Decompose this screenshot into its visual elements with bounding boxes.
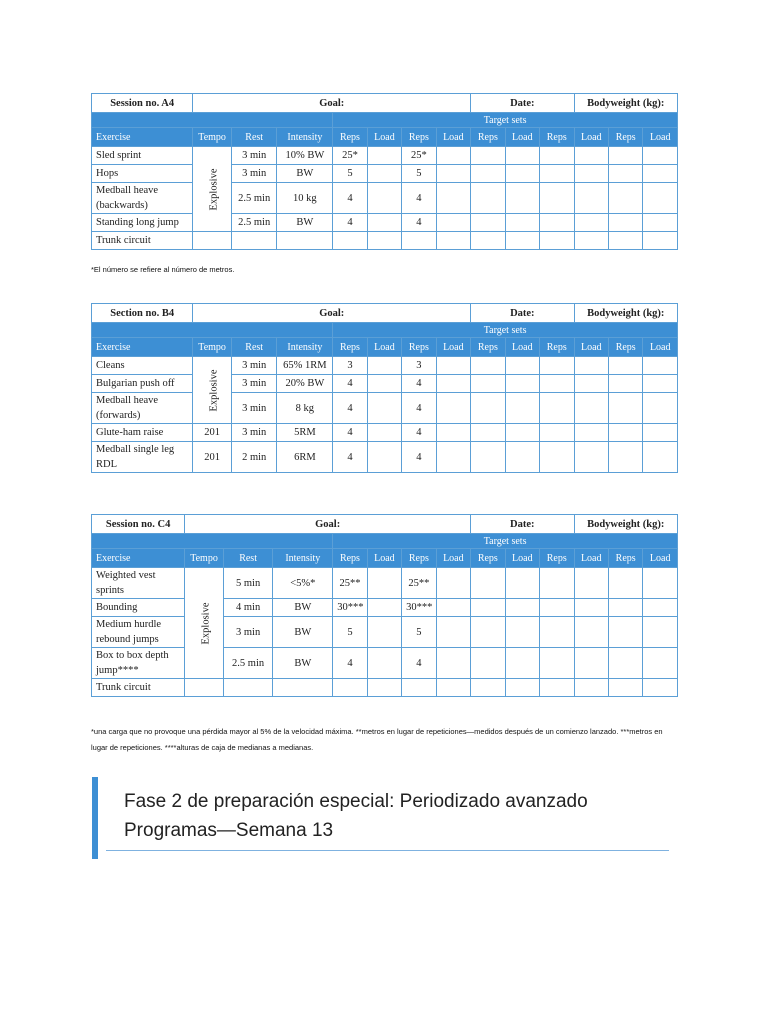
session-table-c4	[91, 514, 678, 697]
load-cell[interactable]	[643, 424, 678, 442]
col-load: Load	[505, 338, 539, 357]
rest-value: 2.5 min	[231, 183, 277, 214]
reps-cell[interactable]	[540, 147, 574, 165]
target-sets-label: Target sets	[333, 323, 678, 338]
reps-cell[interactable]	[608, 599, 642, 617]
reps-cell[interactable]	[608, 393, 642, 424]
col-reps: Reps	[608, 338, 642, 357]
load-cell[interactable]	[643, 232, 678, 250]
load-cell[interactable]	[436, 165, 471, 183]
reps-cell[interactable]	[608, 424, 642, 442]
col-intensity: Intensity	[273, 549, 333, 568]
load-cell[interactable]	[436, 232, 471, 250]
load-cell[interactable]	[505, 232, 539, 250]
col-load: Load	[367, 549, 401, 568]
col-load: Load	[643, 549, 678, 568]
load-cell[interactable]	[505, 357, 539, 375]
rest-value: 3 min	[231, 147, 277, 165]
load-cell[interactable]	[367, 393, 401, 424]
load-cell[interactable]	[367, 214, 401, 232]
target-sets-row	[92, 323, 678, 338]
heading-underline	[106, 850, 669, 851]
col-exercise: Exercise	[92, 549, 185, 568]
tempo-value: 201	[193, 424, 232, 442]
target-sets-label: Target sets	[333, 113, 678, 128]
load-cell[interactable]	[436, 393, 471, 424]
session-header-row	[92, 515, 678, 534]
reps-value: 4	[402, 424, 436, 442]
reps-cell[interactable]	[471, 679, 505, 697]
rest-value: 4 min	[223, 599, 273, 617]
intensity-value: BW	[273, 599, 333, 617]
intensity-value: BW	[273, 648, 333, 679]
load-cell[interactable]	[505, 599, 539, 617]
reps-value: 30***	[333, 599, 367, 617]
table-row	[92, 568, 678, 599]
load-cell[interactable]	[574, 183, 608, 214]
reps-value: 3	[333, 357, 367, 375]
load-cell[interactable]	[574, 232, 608, 250]
reps-cell[interactable]	[471, 442, 505, 473]
reps-value: 5	[402, 165, 436, 183]
bodyweight-field[interactable]: Bodyweight (kg):	[574, 94, 677, 113]
load-cell[interactable]	[643, 568, 678, 599]
column-header-row	[92, 549, 678, 568]
reps-cell[interactable]	[608, 442, 642, 473]
reps-cell[interactable]	[540, 679, 574, 697]
reps-cell[interactable]	[608, 679, 642, 697]
session-header-row	[92, 304, 678, 323]
rest-value: 2.5 min	[223, 648, 273, 679]
rest-value: 2 min	[231, 442, 277, 473]
load-cell[interactable]	[643, 442, 678, 473]
col-reps: Reps	[540, 338, 574, 357]
col-tempo: Tempo	[193, 128, 232, 147]
col-rest: Rest	[231, 128, 277, 147]
load-cell[interactable]	[367, 357, 401, 375]
col-exercise: Exercise	[92, 128, 193, 147]
col-load: Load	[574, 549, 608, 568]
target-sets-row	[92, 113, 678, 128]
load-cell[interactable]	[505, 648, 539, 679]
col-load: Load	[436, 549, 471, 568]
tempo-cell[interactable]	[193, 232, 232, 250]
reps-cell[interactable]	[540, 617, 574, 648]
load-cell[interactable]	[436, 568, 471, 599]
rest-value: 3 min	[231, 165, 277, 183]
rest-value: 3 min	[223, 617, 273, 648]
reps-value: 4	[333, 648, 367, 679]
reps-cell[interactable]	[540, 375, 574, 393]
reps-cell[interactable]	[608, 357, 642, 375]
reps-value	[333, 679, 367, 697]
exercise-name: Trunk circuit	[92, 232, 193, 250]
load-cell[interactable]	[367, 165, 401, 183]
session-number: Session no. C4	[92, 515, 185, 534]
session-number: Section no. B4	[92, 304, 193, 323]
goal-field[interactable]: Goal:	[193, 304, 471, 323]
reps-cell[interactable]	[471, 357, 505, 375]
col-reps: Reps	[471, 128, 505, 147]
reps-value: 25**	[402, 568, 436, 599]
intensity-value: <5%*	[273, 568, 333, 599]
load-cell[interactable]	[505, 424, 539, 442]
reps-cell[interactable]	[471, 165, 505, 183]
load-cell[interactable]	[574, 648, 608, 679]
reps-cell[interactable]	[608, 648, 642, 679]
load-cell[interactable]	[436, 147, 471, 165]
reps-cell[interactable]	[540, 165, 574, 183]
exercise-name: Glute-ham raise	[92, 424, 193, 442]
reps-cell[interactable]	[471, 648, 505, 679]
load-cell[interactable]	[643, 165, 678, 183]
reps-value: 4	[402, 375, 436, 393]
section-heading: Fase 2 de preparación especial: Periodizado avanzado Programas—Semana 13	[124, 791, 588, 841]
load-cell[interactable]	[436, 617, 471, 648]
exercise-name: Medium hurdle rebound jumps	[92, 617, 185, 648]
load-cell[interactable]	[436, 599, 471, 617]
col-intensity: Intensity	[277, 338, 333, 357]
reps-value: 5	[333, 165, 367, 183]
exercise-name: Medball heave (backwards)	[92, 183, 193, 214]
load-cell[interactable]	[367, 568, 401, 599]
session-header-row	[92, 94, 678, 113]
load-cell[interactable]	[574, 375, 608, 393]
reps-cell[interactable]	[608, 183, 642, 214]
intensity-value: 10 kg	[277, 183, 333, 214]
reps-cell[interactable]	[608, 147, 642, 165]
table-row	[92, 232, 678, 250]
load-cell[interactable]	[505, 568, 539, 599]
reps-value: 25*	[402, 147, 436, 165]
intensity-value: 5RM	[277, 424, 333, 442]
col-reps: Reps	[333, 128, 367, 147]
footnote-a4: *El número se refiere al número de metros.	[91, 265, 235, 274]
col-reps: Reps	[471, 338, 505, 357]
section-callout	[92, 777, 669, 859]
load-cell[interactable]	[367, 648, 401, 679]
reps-cell[interactable]	[540, 648, 574, 679]
load-cell[interactable]	[367, 599, 401, 617]
intensity-value: 10% BW	[277, 147, 333, 165]
load-cell[interactable]	[643, 393, 678, 424]
reps-value: 4	[333, 393, 367, 424]
intensity-value: 8 kg	[277, 393, 333, 424]
reps-value: 4	[402, 442, 436, 473]
footnote-c4: *una carga que no provoque una pérdida mayor al 5% de la velocidad máxima. **metros en lugar de repeticiones—medidos después de un comienzo lanzado. ***metros en lugar de repeticiones. ****alturas de caja de medianas a medianas.	[91, 727, 663, 752]
load-cell[interactable]	[574, 442, 608, 473]
exercise-name: Cleans	[92, 357, 193, 375]
tempo-cell	[193, 357, 232, 424]
reps-cell[interactable]	[608, 568, 642, 599]
table-row	[92, 679, 678, 697]
col-reps: Reps	[471, 549, 505, 568]
column-header-row	[92, 128, 678, 147]
load-cell[interactable]	[643, 375, 678, 393]
rest-value	[231, 232, 277, 250]
date-field[interactable]: Date:	[471, 515, 574, 534]
bodyweight-field[interactable]: Bodyweight (kg):	[574, 304, 677, 323]
reps-cell[interactable]	[540, 393, 574, 424]
col-load: Load	[574, 128, 608, 147]
reps-value: 4	[402, 393, 436, 424]
col-reps: Reps	[402, 338, 436, 357]
reps-cell[interactable]	[471, 147, 505, 165]
col-reps: Reps	[608, 549, 642, 568]
load-cell[interactable]	[367, 442, 401, 473]
reps-cell[interactable]	[608, 617, 642, 648]
intensity-value: BW	[277, 165, 333, 183]
rest-value	[223, 679, 273, 697]
table-row	[92, 393, 678, 424]
tempo-cell	[185, 568, 224, 679]
reps-cell[interactable]	[608, 165, 642, 183]
load-cell[interactable]	[436, 424, 471, 442]
exercise-name: Bounding	[92, 599, 185, 617]
reps-cell[interactable]	[540, 568, 574, 599]
reps-cell[interactable]	[540, 232, 574, 250]
load-cell[interactable]	[505, 442, 539, 473]
exercise-name: Standing long jump	[92, 214, 193, 232]
load-cell[interactable]	[643, 617, 678, 648]
reps-cell[interactable]	[471, 568, 505, 599]
load-cell[interactable]	[367, 147, 401, 165]
exercise-name: Box to box depth jump****	[92, 648, 185, 679]
col-rest: Rest	[223, 549, 273, 568]
reps-value: 4	[333, 375, 367, 393]
bodyweight-field[interactable]: Bodyweight (kg):	[574, 515, 678, 534]
col-tempo: Tempo	[193, 338, 232, 357]
load-cell[interactable]	[505, 165, 539, 183]
intensity-value: 65% 1RM	[277, 357, 333, 375]
col-reps: Reps	[333, 338, 367, 357]
reps-value: 4	[333, 183, 367, 214]
load-cell[interactable]	[367, 617, 401, 648]
reps-value: 4	[333, 442, 367, 473]
intensity-value: 20% BW	[277, 375, 333, 393]
col-load: Load	[505, 549, 539, 568]
load-cell[interactable]	[436, 214, 471, 232]
rest-value: 3 min	[231, 393, 277, 424]
table-row	[92, 599, 678, 617]
rest-value: 3 min	[231, 357, 277, 375]
reps-value	[333, 232, 367, 250]
reps-cell[interactable]	[540, 214, 574, 232]
table-row	[92, 165, 678, 183]
tempo-explosive: Explosive	[208, 168, 220, 210]
load-cell[interactable]	[505, 393, 539, 424]
col-load: Load	[436, 338, 471, 357]
load-cell[interactable]	[643, 214, 678, 232]
reps-value: 25*	[333, 147, 367, 165]
intensity-value: BW	[277, 214, 333, 232]
col-load: Load	[436, 128, 471, 147]
load-cell[interactable]	[367, 183, 401, 214]
load-cell[interactable]	[643, 183, 678, 214]
table-row	[92, 357, 678, 375]
load-cell[interactable]	[505, 183, 539, 214]
reps-value: 4	[333, 424, 367, 442]
load-cell[interactable]	[436, 648, 471, 679]
load-cell[interactable]	[505, 679, 539, 697]
load-cell[interactable]	[367, 232, 401, 250]
intensity-value: 6RM	[277, 442, 333, 473]
load-cell[interactable]	[574, 617, 608, 648]
column-header-row	[92, 338, 678, 357]
load-cell[interactable]	[367, 679, 401, 697]
load-cell[interactable]	[436, 183, 471, 214]
load-cell[interactable]	[643, 599, 678, 617]
goal-field[interactable]: Goal:	[185, 515, 471, 534]
load-cell[interactable]	[505, 147, 539, 165]
session-number: Session no. A4	[92, 94, 193, 113]
col-reps: Reps	[333, 549, 367, 568]
target-sets-label: Target sets	[333, 534, 678, 549]
load-cell[interactable]	[436, 442, 471, 473]
reps-cell[interactable]	[608, 232, 642, 250]
intensity-value: BW	[273, 617, 333, 648]
col-reps: Reps	[540, 549, 574, 568]
exercise-name: Weighted vest sprints	[92, 568, 185, 599]
col-load: Load	[574, 338, 608, 357]
reps-value: 4	[333, 214, 367, 232]
reps-value: 4	[402, 648, 436, 679]
load-cell[interactable]	[643, 147, 678, 165]
col-reps: Reps	[402, 128, 436, 147]
reps-cell[interactable]	[471, 617, 505, 648]
load-cell[interactable]	[574, 147, 608, 165]
reps-value: 3	[402, 357, 436, 375]
rest-value: 5 min	[223, 568, 273, 599]
col-intensity: Intensity	[277, 128, 333, 147]
exercise-name: Bulgarian push off	[92, 375, 193, 393]
reps-cell[interactable]	[540, 357, 574, 375]
exercise-name: Trunk circuit	[92, 679, 185, 697]
col-load: Load	[367, 128, 401, 147]
col-load: Load	[505, 128, 539, 147]
col-reps: Reps	[402, 549, 436, 568]
table-row	[92, 648, 678, 679]
load-cell[interactable]	[643, 357, 678, 375]
table-row	[92, 424, 678, 442]
date-field[interactable]: Date:	[471, 304, 574, 323]
session-table-b4	[91, 303, 678, 473]
col-tempo: Tempo	[185, 549, 224, 568]
exercise-name: Medball single leg RDL	[92, 442, 193, 473]
load-cell[interactable]	[574, 424, 608, 442]
load-cell[interactable]	[574, 165, 608, 183]
tempo-value: 201	[193, 442, 232, 473]
load-cell[interactable]	[505, 375, 539, 393]
table-row	[92, 183, 678, 214]
rest-value: 2.5 min	[231, 214, 277, 232]
load-cell[interactable]	[574, 679, 608, 697]
load-cell[interactable]	[367, 424, 401, 442]
reps-value: 5	[333, 617, 367, 648]
exercise-name: Hops	[92, 165, 193, 183]
target-sets-row	[92, 534, 678, 549]
table-row	[92, 214, 678, 232]
reps-cell[interactable]	[608, 214, 642, 232]
col-load: Load	[367, 338, 401, 357]
reps-cell[interactable]	[471, 375, 505, 393]
col-load: Load	[643, 128, 678, 147]
intensity-value	[277, 232, 333, 250]
reps-value	[402, 679, 436, 697]
load-cell[interactable]	[436, 679, 471, 697]
tempo-explosive: Explosive	[208, 369, 220, 411]
load-cell[interactable]	[643, 648, 678, 679]
load-cell[interactable]	[574, 599, 608, 617]
reps-cell[interactable]	[540, 442, 574, 473]
goal-field[interactable]: Goal:	[193, 94, 471, 113]
table-row	[92, 147, 678, 165]
reps-value: 4	[402, 183, 436, 214]
reps-cell[interactable]	[471, 214, 505, 232]
reps-cell[interactable]	[471, 183, 505, 214]
load-cell[interactable]	[505, 214, 539, 232]
col-reps: Reps	[608, 128, 642, 147]
reps-cell[interactable]	[471, 393, 505, 424]
reps-value	[402, 232, 436, 250]
table-row	[92, 375, 678, 393]
reps-cell[interactable]	[540, 599, 574, 617]
tempo-explosive: Explosive	[200, 602, 212, 644]
reps-cell[interactable]	[540, 183, 574, 214]
intensity-value	[273, 679, 333, 697]
exercise-name: Medball heave (forwards)	[92, 393, 193, 424]
load-cell[interactable]	[574, 214, 608, 232]
col-reps: Reps	[540, 128, 574, 147]
load-cell[interactable]	[367, 375, 401, 393]
load-cell[interactable]	[505, 617, 539, 648]
table-row	[92, 617, 678, 648]
reps-cell[interactable]	[608, 375, 642, 393]
rest-value: 3 min	[231, 424, 277, 442]
reps-cell[interactable]	[471, 424, 505, 442]
load-cell[interactable]	[436, 375, 471, 393]
reps-cell[interactable]	[471, 599, 505, 617]
load-cell[interactable]	[574, 357, 608, 375]
load-cell[interactable]	[643, 679, 678, 697]
reps-value: 30***	[402, 599, 436, 617]
reps-cell[interactable]	[471, 232, 505, 250]
col-load: Load	[643, 338, 678, 357]
reps-cell[interactable]	[540, 424, 574, 442]
session-table-a4	[91, 93, 678, 250]
load-cell[interactable]	[436, 357, 471, 375]
reps-value: 4	[402, 214, 436, 232]
tempo-cell[interactable]	[185, 679, 224, 697]
load-cell[interactable]	[574, 393, 608, 424]
load-cell[interactable]	[574, 568, 608, 599]
reps-value: 5	[402, 617, 436, 648]
tempo-cell	[193, 147, 232, 232]
exercise-name: Sled sprint	[92, 147, 193, 165]
rest-value: 3 min	[231, 375, 277, 393]
date-field[interactable]: Date:	[471, 94, 574, 113]
reps-value: 25**	[333, 568, 367, 599]
col-exercise: Exercise	[92, 338, 193, 357]
table-row	[92, 442, 678, 473]
col-rest: Rest	[231, 338, 277, 357]
